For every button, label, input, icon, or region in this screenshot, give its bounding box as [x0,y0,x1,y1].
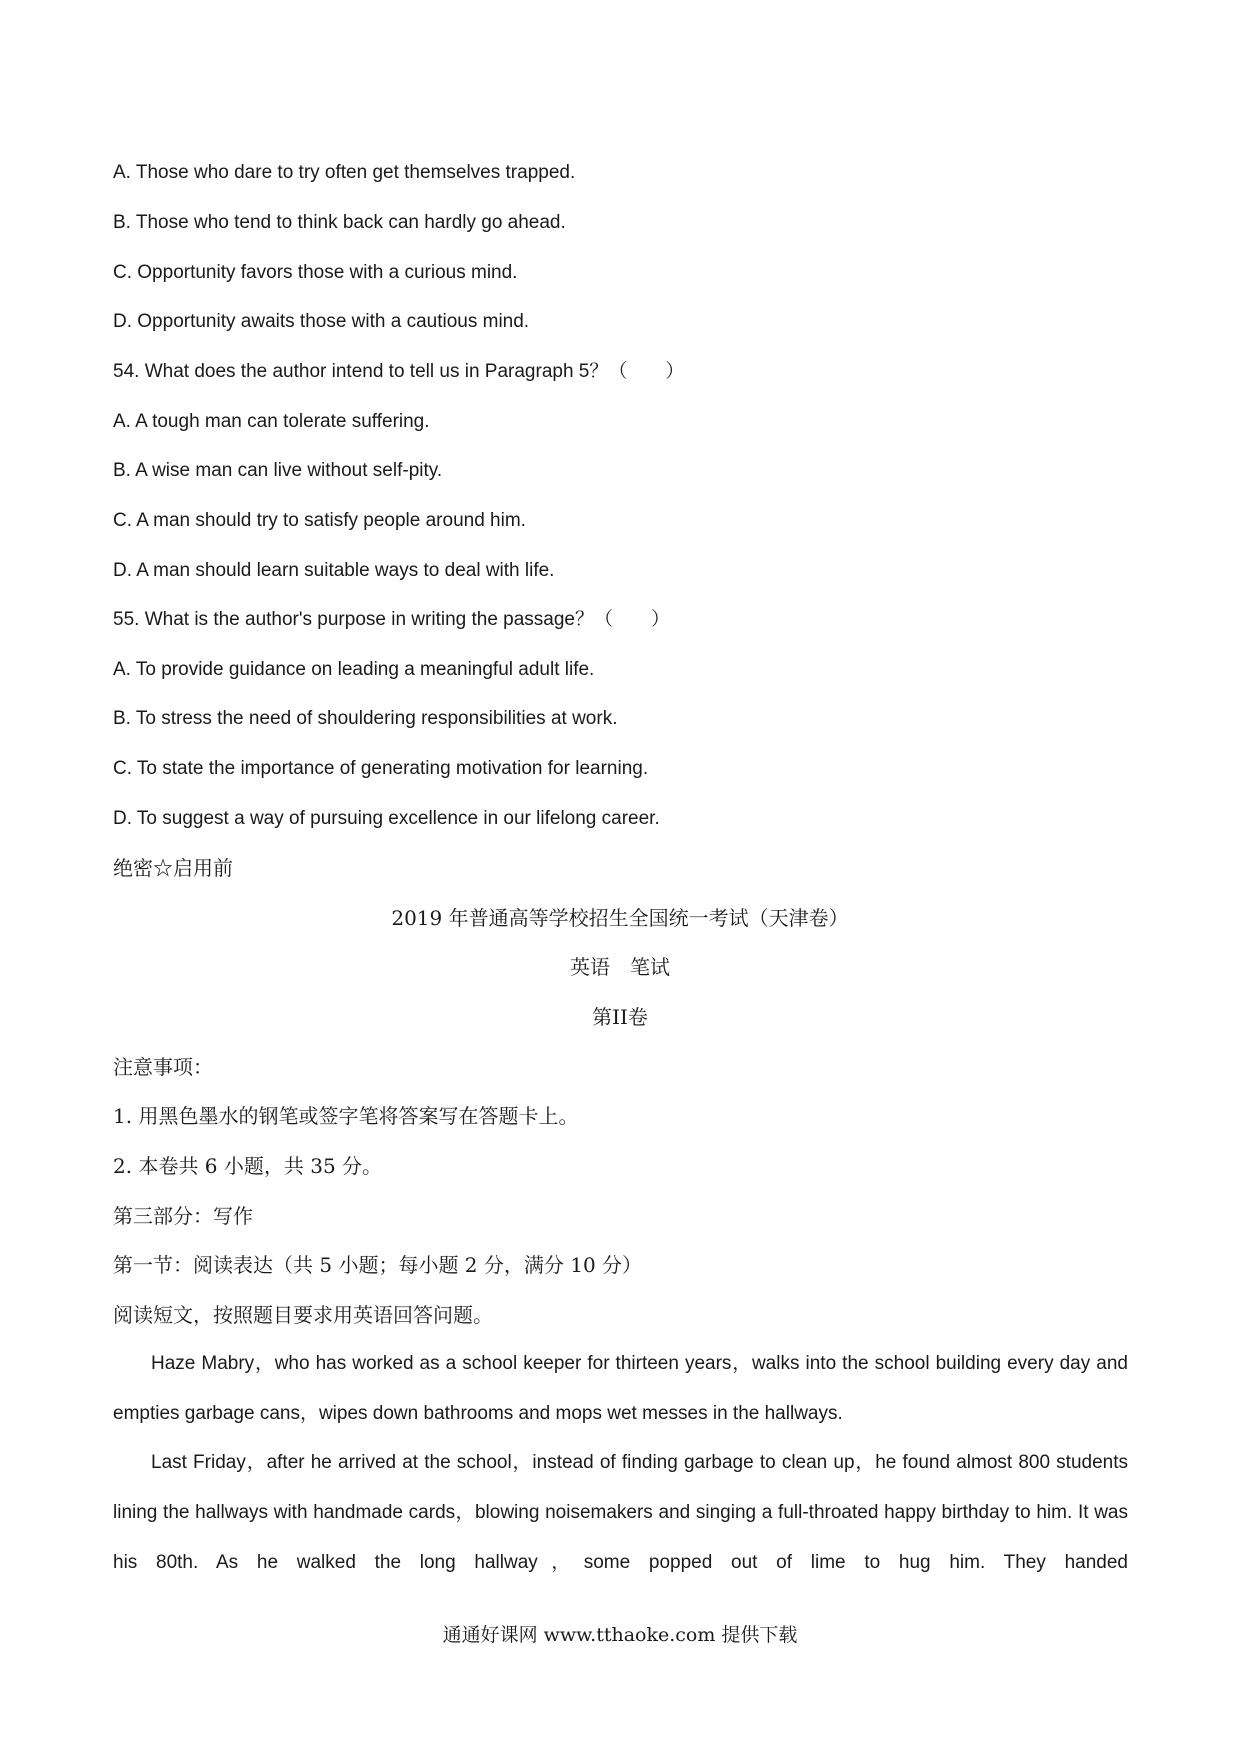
q55-option-d: D. To suggest a way of pursuing excellence in our lifelong career. [113,808,660,829]
passage-paragraph-2: Last Friday，after he arrived at the school，instead of finding garbage to clean up，he found almost 800 students lining the hallways with handmade cards，blowing noisemakers and singing a full-throated happy birthday to him. It was his 80th. As he walked the long hallway，some popped out of lime to hug him. They handed [113,1452,1128,1573]
passage-paragraph-1: Haze Mabry，who has worked as a school keeper for thirteen years，walks into the school building every day and empties garbage cans，wipes down bathrooms and mops wet messes in the hallways. [113,1353,1128,1424]
notes-heading: 注意事项： [113,1055,213,1079]
q54-question: 54. What does the author intend to tell us in Paragraph 5？（ ） [113,361,685,382]
q53-option-d: D. Opportunity awaits those with a cautious mind. [113,311,530,332]
instruction-text: 阅读短文，按照题目要求用英语回答问题。 [113,1303,493,1327]
q54-option-b: B. A wise man can live without self-pity. [113,460,443,481]
confidential-label: 绝密☆启用前 [113,856,233,880]
q55-option-c: C. To state the importance of generating motivation for learning. [113,758,649,779]
q54-option-a: A. A tough man can tolerate suffering. [113,411,430,432]
q55-option-b: B. To stress the need of shouldering responsibilities at work. [113,708,618,729]
subject-title: 英语 笔试 [570,955,670,979]
q53-option-c: C. Opportunity favors those with a curious mind. [113,262,518,283]
q53-option-a: A. Those who dare to try often get themselves trapped. [113,162,576,183]
volume-title: 第II卷 [592,1005,648,1029]
exam-title: 2019 年普通高等学校招生全国统一考试（天津卷） [391,906,849,930]
part3-heading: 第三部分：写作 [113,1204,253,1228]
q55-question: 55. What is the author's purpose in writing the passage？（ ） [113,609,671,630]
notes-item-2: 2. 本卷共 6 小题，共 35 分。 [113,1154,383,1178]
q55-option-a: A. To provide guidance on leading a meaningful adult life. [113,659,595,680]
q53-option-b: B. Those who tend to think back can hardly go ahead. [113,212,566,233]
notes-item-1: 1. 用黑色墨水的钢笔或签字笔将答案写在答题卡上。 [113,1104,579,1128]
q54-option-c: C. A man should try to satisfy people around him. [113,510,526,531]
section1-heading: 第一节：阅读表达（共 5 小题；每小题 2 分，满分 10 分） [113,1253,643,1277]
page-footer: 通通好课网 www.tthaoke.com 提供下载 [442,1624,798,1646]
q54-option-d: D. A man should learn suitable ways to deal with life. [113,560,555,581]
